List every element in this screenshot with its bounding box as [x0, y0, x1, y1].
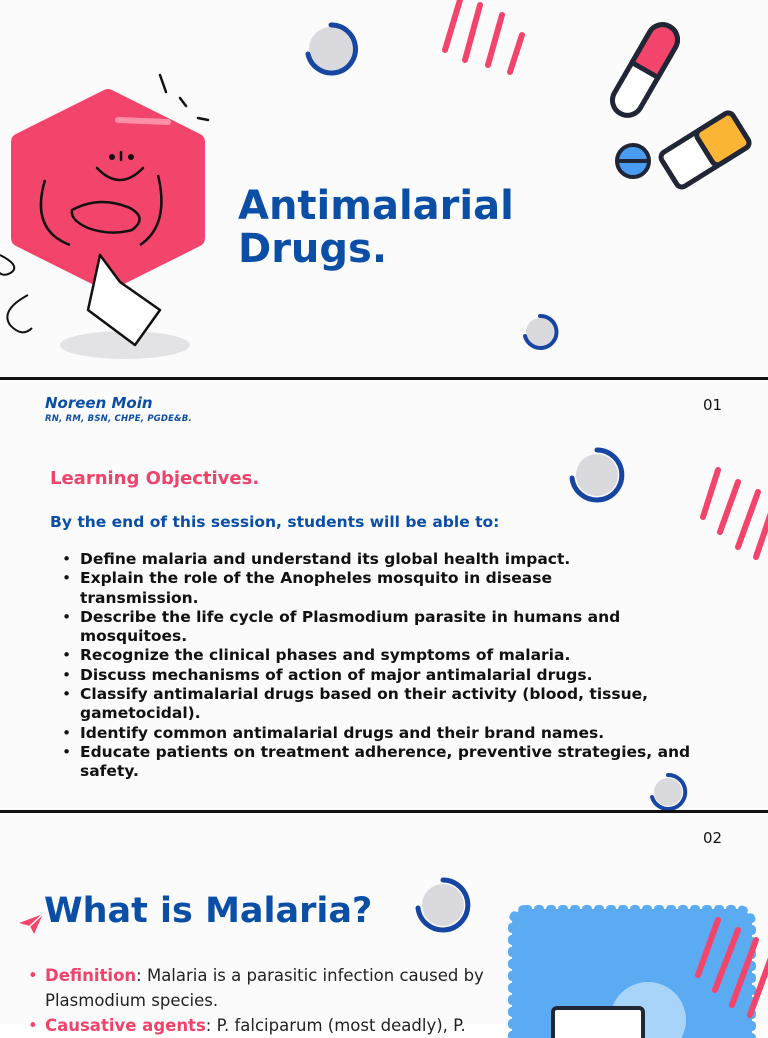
list-item: • Describe the life cycle of Plasmodium parasite in humans and mosquitoes.	[62, 608, 720, 647]
malaria-facts-list	[28, 963, 508, 1038]
term-label: Causative agents	[45, 1016, 206, 1035]
list-item: • Recognize the clinical phases and symptoms of malaria.	[62, 646, 752, 665]
list-item: • Identify common antimalarial drugs and their brand names.	[62, 724, 752, 743]
ring-decoration	[412, 874, 474, 936]
objectives-intro: By the end of this session, students will be able to:	[50, 513, 500, 531]
term-label: Definition	[45, 966, 137, 985]
ring-decoration	[648, 772, 688, 812]
objectives-list	[62, 550, 752, 782]
slide-title	[0, 0, 768, 377]
hexagon-mascot-illustration	[0, 60, 230, 370]
list-item	[28, 963, 508, 1013]
paper-plane-icon	[18, 913, 44, 935]
term-text: : P. falciparum (most deadly), P.	[205, 1016, 466, 1035]
term-text: : Malaria is a parasitic infection caused by Plasmodium species.	[45, 966, 484, 1010]
title-line-1: Antimalarial	[238, 183, 514, 229]
pill-capsule-icon	[600, 15, 690, 125]
malaria-title: What is Malaria?	[44, 891, 373, 931]
title-line-2: Drugs.	[238, 226, 388, 273]
objectives-heading: Learning Objectives.	[50, 468, 260, 489]
slide-title-heading	[238, 185, 514, 271]
ring-decoration	[300, 18, 362, 80]
pill-capsule-icon	[655, 110, 755, 190]
list-item: • Define malaria and understand its global health impact.	[62, 550, 752, 569]
page-number: 01	[703, 396, 723, 414]
list-item: • Educate patients on treatment adherence, preventive strategies, and safety.	[62, 743, 750, 782]
ring-decoration	[520, 312, 560, 352]
list-item	[28, 1013, 508, 1038]
ring-decoration	[566, 444, 628, 506]
stripe-decoration	[698, 462, 768, 557]
stripe-decoration	[440, 0, 530, 80]
list-item: • Discuss mechanisms of action of major antimalarial drugs.	[62, 666, 752, 685]
tablet-icon	[612, 140, 654, 182]
list-item: • Explain the role of the Anopheles mosquito in disease transmission.	[62, 569, 640, 608]
author-name: Noreen Moin	[45, 394, 153, 412]
page-number: 02	[703, 829, 723, 847]
author-credentials: RN, RM, BSN, CHPE, PGDE&B.	[45, 414, 192, 424]
stripe-decoration	[690, 915, 768, 1025]
list-item: • Classify antimalarial drugs based on their activity (blood, tissue, gametocidal).	[62, 685, 745, 724]
